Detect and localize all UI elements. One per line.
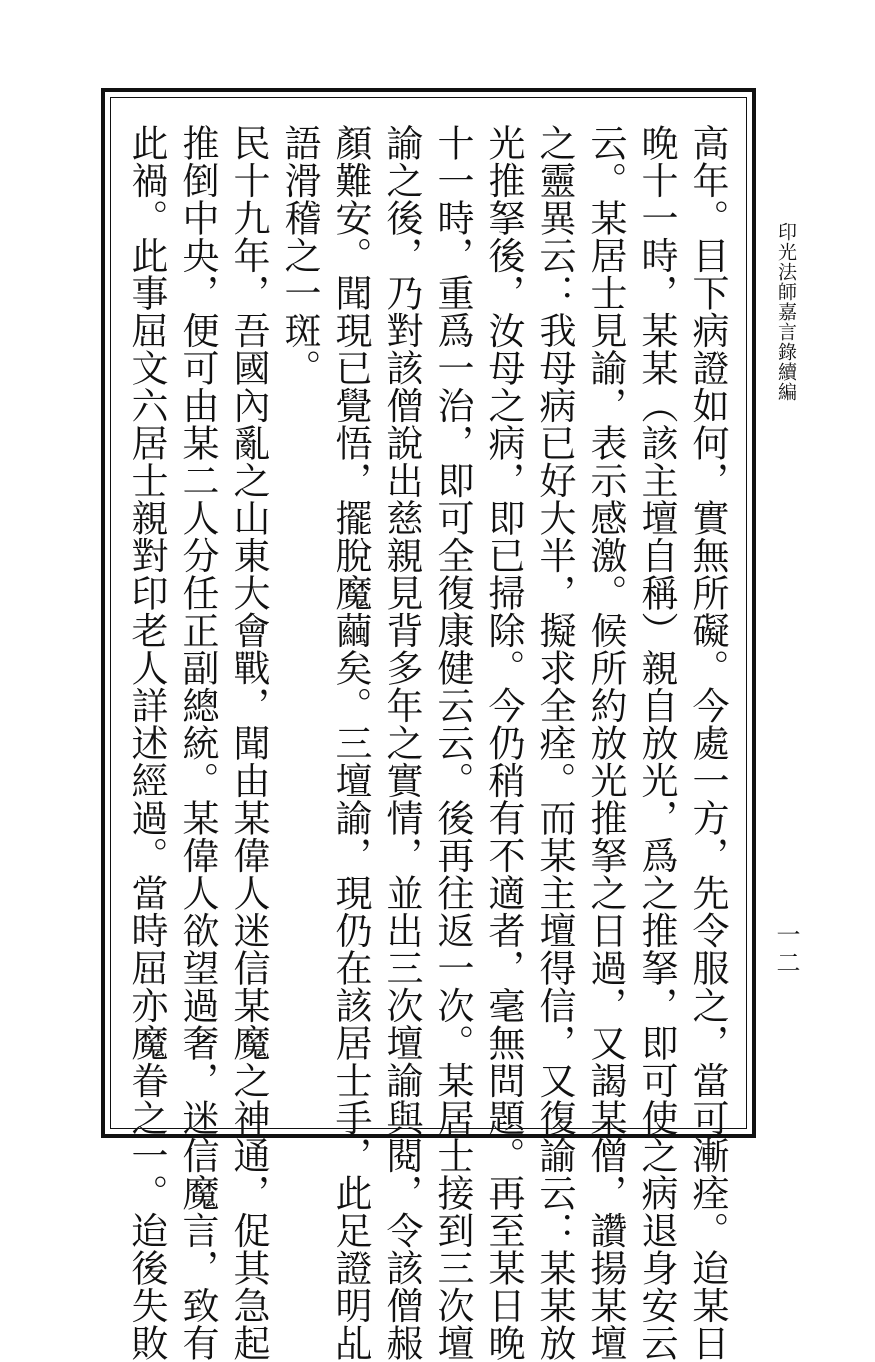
text-column-8: 顏難安。聞現已覺悟，擺脫魔繭矣。三壇諭，現仍在該居士手，此足證明乩 [329, 124, 372, 1362]
text-column-3: 云。某居士見諭，表示感激。候所約放光推拏之日過，又謁某僧，讚揚某壇 [584, 124, 627, 1362]
text-column-1: 高年。目下病證如何，實無所礙。今處一方，先令服之，當可漸痊。迨某日 [686, 124, 729, 1362]
text-column-11: 推倒中央，便可由某二人分任正副總統。某偉人欲望過奢，迷信魔言，致有 [176, 124, 219, 1362]
text-column-2: 晚十一時，某某︵該主壇自稱︶親自放光，爲之推拏，即可使之病退身安云 [635, 124, 678, 1362]
body-text-block [118, 124, 732, 1362]
text-column-6: 十一時，重爲一治，即可全復康健云云。後再往返一次。某居士接到三次壇 [431, 124, 474, 1362]
page-number: 一二 [772, 922, 800, 978]
text-column-5: 光推拏後，汝母之病，即已掃除。今仍稍有不適者，毫無問題。再至某日晚 [482, 124, 525, 1362]
text-column-4: 之靈異云：我母病已好大半，擬求全痊。而某主壇得信，又復諭云：某某放 [533, 124, 576, 1362]
text-column-7: 諭之後，乃對該僧說出慈親見背多年之實情，並出三次壇諭與閱，令該僧赧 [380, 124, 423, 1362]
text-column-9: 語滑稽之一斑。 [278, 124, 321, 387]
running-head-book-title: 印光法師嘉言錄續編 [775, 222, 797, 402]
text-column-10: 民十九年，吾國內亂之山東大會戰，聞由某偉人迷信某魔之神通，促其急起 [227, 124, 270, 1362]
text-column-12: 此禍。此事屈文六居士親對印老人詳述經過。當時屈亦魔眷之一。迨後失敗 [125, 124, 168, 1362]
